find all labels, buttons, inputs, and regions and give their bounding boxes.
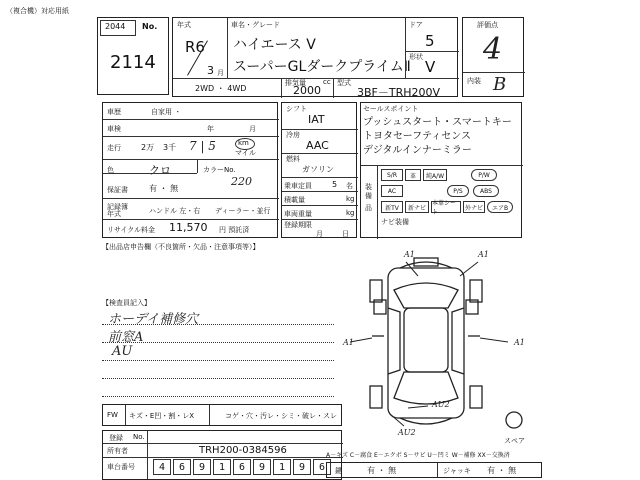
recycle-label: リサイクル料金 (107, 226, 156, 234)
divider (103, 136, 279, 137)
wheel-front-right (470, 280, 482, 302)
shaken-year: 年 (207, 125, 214, 133)
fuel-value: ガソリン (302, 165, 334, 174)
jack-label: ジャッキ (443, 467, 471, 475)
notice-label: 【出品店申告欄（不良箇所・欠品・注意事項等）】 (102, 243, 260, 251)
nav-label: ナビ装備 (381, 218, 409, 226)
model-label: 型式 (337, 79, 351, 87)
lot-box (97, 17, 169, 95)
drive-options: 2WD ・ 4WD (195, 84, 247, 93)
divider (437, 463, 438, 477)
divider (147, 431, 148, 479)
mark-a1-top-right: A1 (478, 250, 489, 259)
ac-label: 冷房 (286, 131, 300, 139)
mileage-unit2: 3千 (163, 143, 177, 152)
frame-digit-row (153, 459, 343, 477)
ac-value: AAC (306, 139, 329, 152)
warranty-label: 保証書 (107, 186, 128, 194)
dotted-line (102, 378, 334, 379)
fw-label: FW (107, 411, 118, 419)
shape-value: V (425, 58, 436, 76)
cc-label: cc (323, 78, 331, 86)
model-value: 3BF－TRH200V (357, 86, 441, 99)
capacity-value: 5 (332, 180, 338, 189)
sales-point-line2: トヨタセーフティセンス (363, 131, 471, 142)
frame-digit: 1 (273, 459, 291, 475)
shape-label: 形状 (409, 53, 423, 61)
km-label: km (238, 139, 249, 147)
doors-label: ドア (409, 21, 423, 29)
car-front-bumper (400, 262, 452, 268)
sales-box (360, 102, 522, 238)
mark-au2-a: AU2 (432, 400, 450, 409)
divider (103, 119, 279, 120)
divider (125, 405, 126, 425)
car-header-box (172, 17, 458, 97)
fw-row (102, 404, 342, 426)
equip-seat: 本革シート (431, 201, 461, 213)
reg-suffix: No. (133, 433, 145, 441)
fw-items: キズ・E凹・割・レX (129, 412, 195, 420)
equip-extnav: 外ナビ (463, 201, 485, 213)
color-no-label: カラーNo. (203, 166, 236, 174)
divider (333, 78, 334, 98)
dotted-line (102, 360, 334, 361)
divider (103, 173, 197, 174)
frame-digit: 9 (293, 459, 311, 475)
divider (282, 205, 358, 206)
car-right-side (452, 308, 464, 374)
term-label: 登録期限 (284, 221, 312, 229)
equip-pw: P/W (471, 169, 497, 181)
month-suffix: 月 (217, 69, 224, 77)
divider (405, 18, 406, 78)
wheel-rear-left (370, 386, 382, 408)
mileage-unit1: 2万 (141, 143, 155, 152)
spare-label: スペア (504, 437, 525, 445)
divider (209, 405, 210, 425)
mark-a1-left: A1 (343, 338, 354, 347)
inspection-label: 車歴 (107, 108, 121, 116)
car-damage-diagram (340, 246, 540, 450)
color-no-value: 220 (231, 175, 252, 188)
divider (103, 198, 279, 199)
equip-leather: 革 (405, 169, 421, 181)
jack-options: 有 ・ 無 (487, 466, 517, 475)
handle-options: ハンドル 左・右 (149, 207, 201, 215)
equip-aw: 純A/W (423, 169, 447, 181)
dotted-line (102, 396, 334, 397)
color-value: クロ (149, 164, 171, 177)
frame-digit: 9 (193, 459, 211, 475)
equip-nav: 新ナビ (405, 201, 429, 213)
dealer-options: ディーラー・並行 (215, 207, 271, 215)
record-label: 記録簿 (107, 203, 128, 211)
key-label: 鍵 (335, 467, 342, 475)
divider (282, 177, 358, 178)
month-value: 3 (207, 64, 214, 77)
car-windshield (394, 283, 458, 308)
model-year-label: 年式 (107, 210, 121, 218)
key-jack-box (326, 462, 542, 478)
eval-score: 4 (483, 32, 503, 67)
fw-items-2: コゲ・穴・汚レ・シミ・破レ・スレ (225, 412, 337, 420)
mark-arrow (480, 338, 508, 342)
equip-ac: AC (381, 185, 403, 197)
car-grade: スーパーGLダークプライムⅡ (233, 59, 411, 75)
frame-digit: 9 (253, 459, 271, 475)
eval-box (462, 17, 524, 97)
warranty-options: 有 ・ 無 (149, 184, 179, 193)
mark-au2-b: AU2 (398, 428, 416, 437)
divider (103, 457, 343, 458)
divider (227, 18, 228, 78)
inspector-note-3: AU (112, 344, 133, 359)
equip-airbag: エアB (487, 201, 513, 213)
weight-unit: kg (346, 209, 355, 217)
frame-digit: 6 (313, 459, 331, 475)
divider (282, 191, 358, 192)
wheel-front-left (370, 280, 382, 302)
recycle-suffix: 円 預託済 (219, 226, 250, 234)
fuel-label: 燃料 (286, 155, 300, 163)
mile-label: マイル (235, 149, 256, 157)
divider (463, 72, 525, 73)
divider (173, 78, 459, 79)
key-options: 有 ・ 無 (367, 466, 397, 475)
displacement-label: 排気量 (285, 79, 306, 87)
inspector-note-2: 前窓A (108, 330, 144, 345)
shaken-label: 車検 (107, 125, 121, 133)
frame-digit: 6 (233, 459, 251, 475)
equipment-side-label: 品 (365, 204, 372, 212)
weight-label: 車両重量 (284, 210, 312, 218)
inspector-note-1: ホーデイ補修穴 (108, 312, 199, 327)
car-roof-outline (404, 308, 448, 372)
capacity-unit: 名 (346, 182, 353, 190)
divider (197, 159, 198, 173)
interior-score: B (493, 74, 507, 95)
spare-tire-circle (506, 412, 522, 428)
divider (103, 443, 343, 444)
mark-a1-right: A1 (514, 338, 525, 347)
equip-abs: ABS (473, 185, 499, 197)
owner-label: 所有者 (107, 447, 128, 455)
inspection-text: 自家用 ・ (151, 108, 182, 116)
frame-number: TRH200-0384596 (199, 445, 287, 456)
shaken-month: 月 (249, 125, 256, 133)
frame-digit: 1 (213, 459, 231, 475)
load-label: 積載量 (284, 196, 305, 204)
frame-digit: 6 (173, 459, 191, 475)
shift-label: シフト (286, 105, 307, 113)
recycle-amount: 11,570 (169, 221, 208, 234)
term-month: 月 (316, 230, 323, 238)
form-subtitle: （複合機）対応用紙 (6, 7, 69, 15)
divider (281, 78, 282, 98)
lot-number: 2114 (110, 52, 156, 73)
mark-arrow (408, 406, 428, 408)
divider (103, 159, 279, 160)
car-rear-bumper (400, 418, 452, 424)
no-label: No. (142, 22, 158, 31)
car-grade-label: 車名・グレード (231, 21, 280, 29)
color-label: 色 (107, 166, 114, 174)
frame-label: 車台番号 (107, 463, 135, 471)
equipment-label: 装備 (365, 183, 372, 200)
displacement-value: 2000 (293, 84, 321, 97)
equip-tv: 新TV (381, 201, 403, 213)
mark-a1-top-left: A1 (404, 250, 415, 259)
interior-label: 内装 (467, 77, 481, 85)
doors-value: 5 (425, 32, 435, 50)
shift-value: IAT (308, 113, 325, 126)
year-label: 年式 (177, 21, 191, 29)
car-left-side (388, 308, 400, 374)
mark-arrow (390, 414, 404, 426)
sales-point-label: セールスポイント (363, 105, 419, 113)
eval-label: 評価点 (477, 21, 498, 29)
registration-box (102, 430, 342, 480)
small-box-value: 2044 (105, 22, 126, 31)
middle-box (281, 102, 357, 238)
year-value: R6 (185, 38, 205, 56)
divider (361, 165, 523, 166)
sales-point-line1: プッシュスタート・スマートキー (363, 117, 512, 128)
capacity-label: 乗車定員 (284, 182, 312, 190)
load-unit: kg (346, 195, 355, 203)
equip-sr: S/R (381, 169, 403, 181)
sales-point-line3: デジタルインナーミラー (363, 145, 472, 156)
reg-label: 登録 (109, 434, 123, 442)
mark-arrow (460, 262, 478, 276)
mileage-hand: 7 | 5 (189, 139, 216, 153)
divider (103, 219, 279, 220)
legend-text: A－キズ C－腐食 E－エクボ S－サビ U－凹ミ W－補修 XX－交換済 (326, 452, 510, 459)
inspector-label: 【検査員記入】 (102, 299, 151, 307)
term-day: 日 (342, 230, 349, 238)
divider (377, 165, 378, 239)
wheel-rear-right (470, 386, 482, 408)
frame-digit: 4 (153, 459, 171, 475)
left-info-box (102, 102, 278, 238)
equip-ps: P/S (447, 185, 469, 197)
car-name: ハイエース V (233, 37, 316, 53)
mileage-label: 走行 (107, 144, 121, 152)
